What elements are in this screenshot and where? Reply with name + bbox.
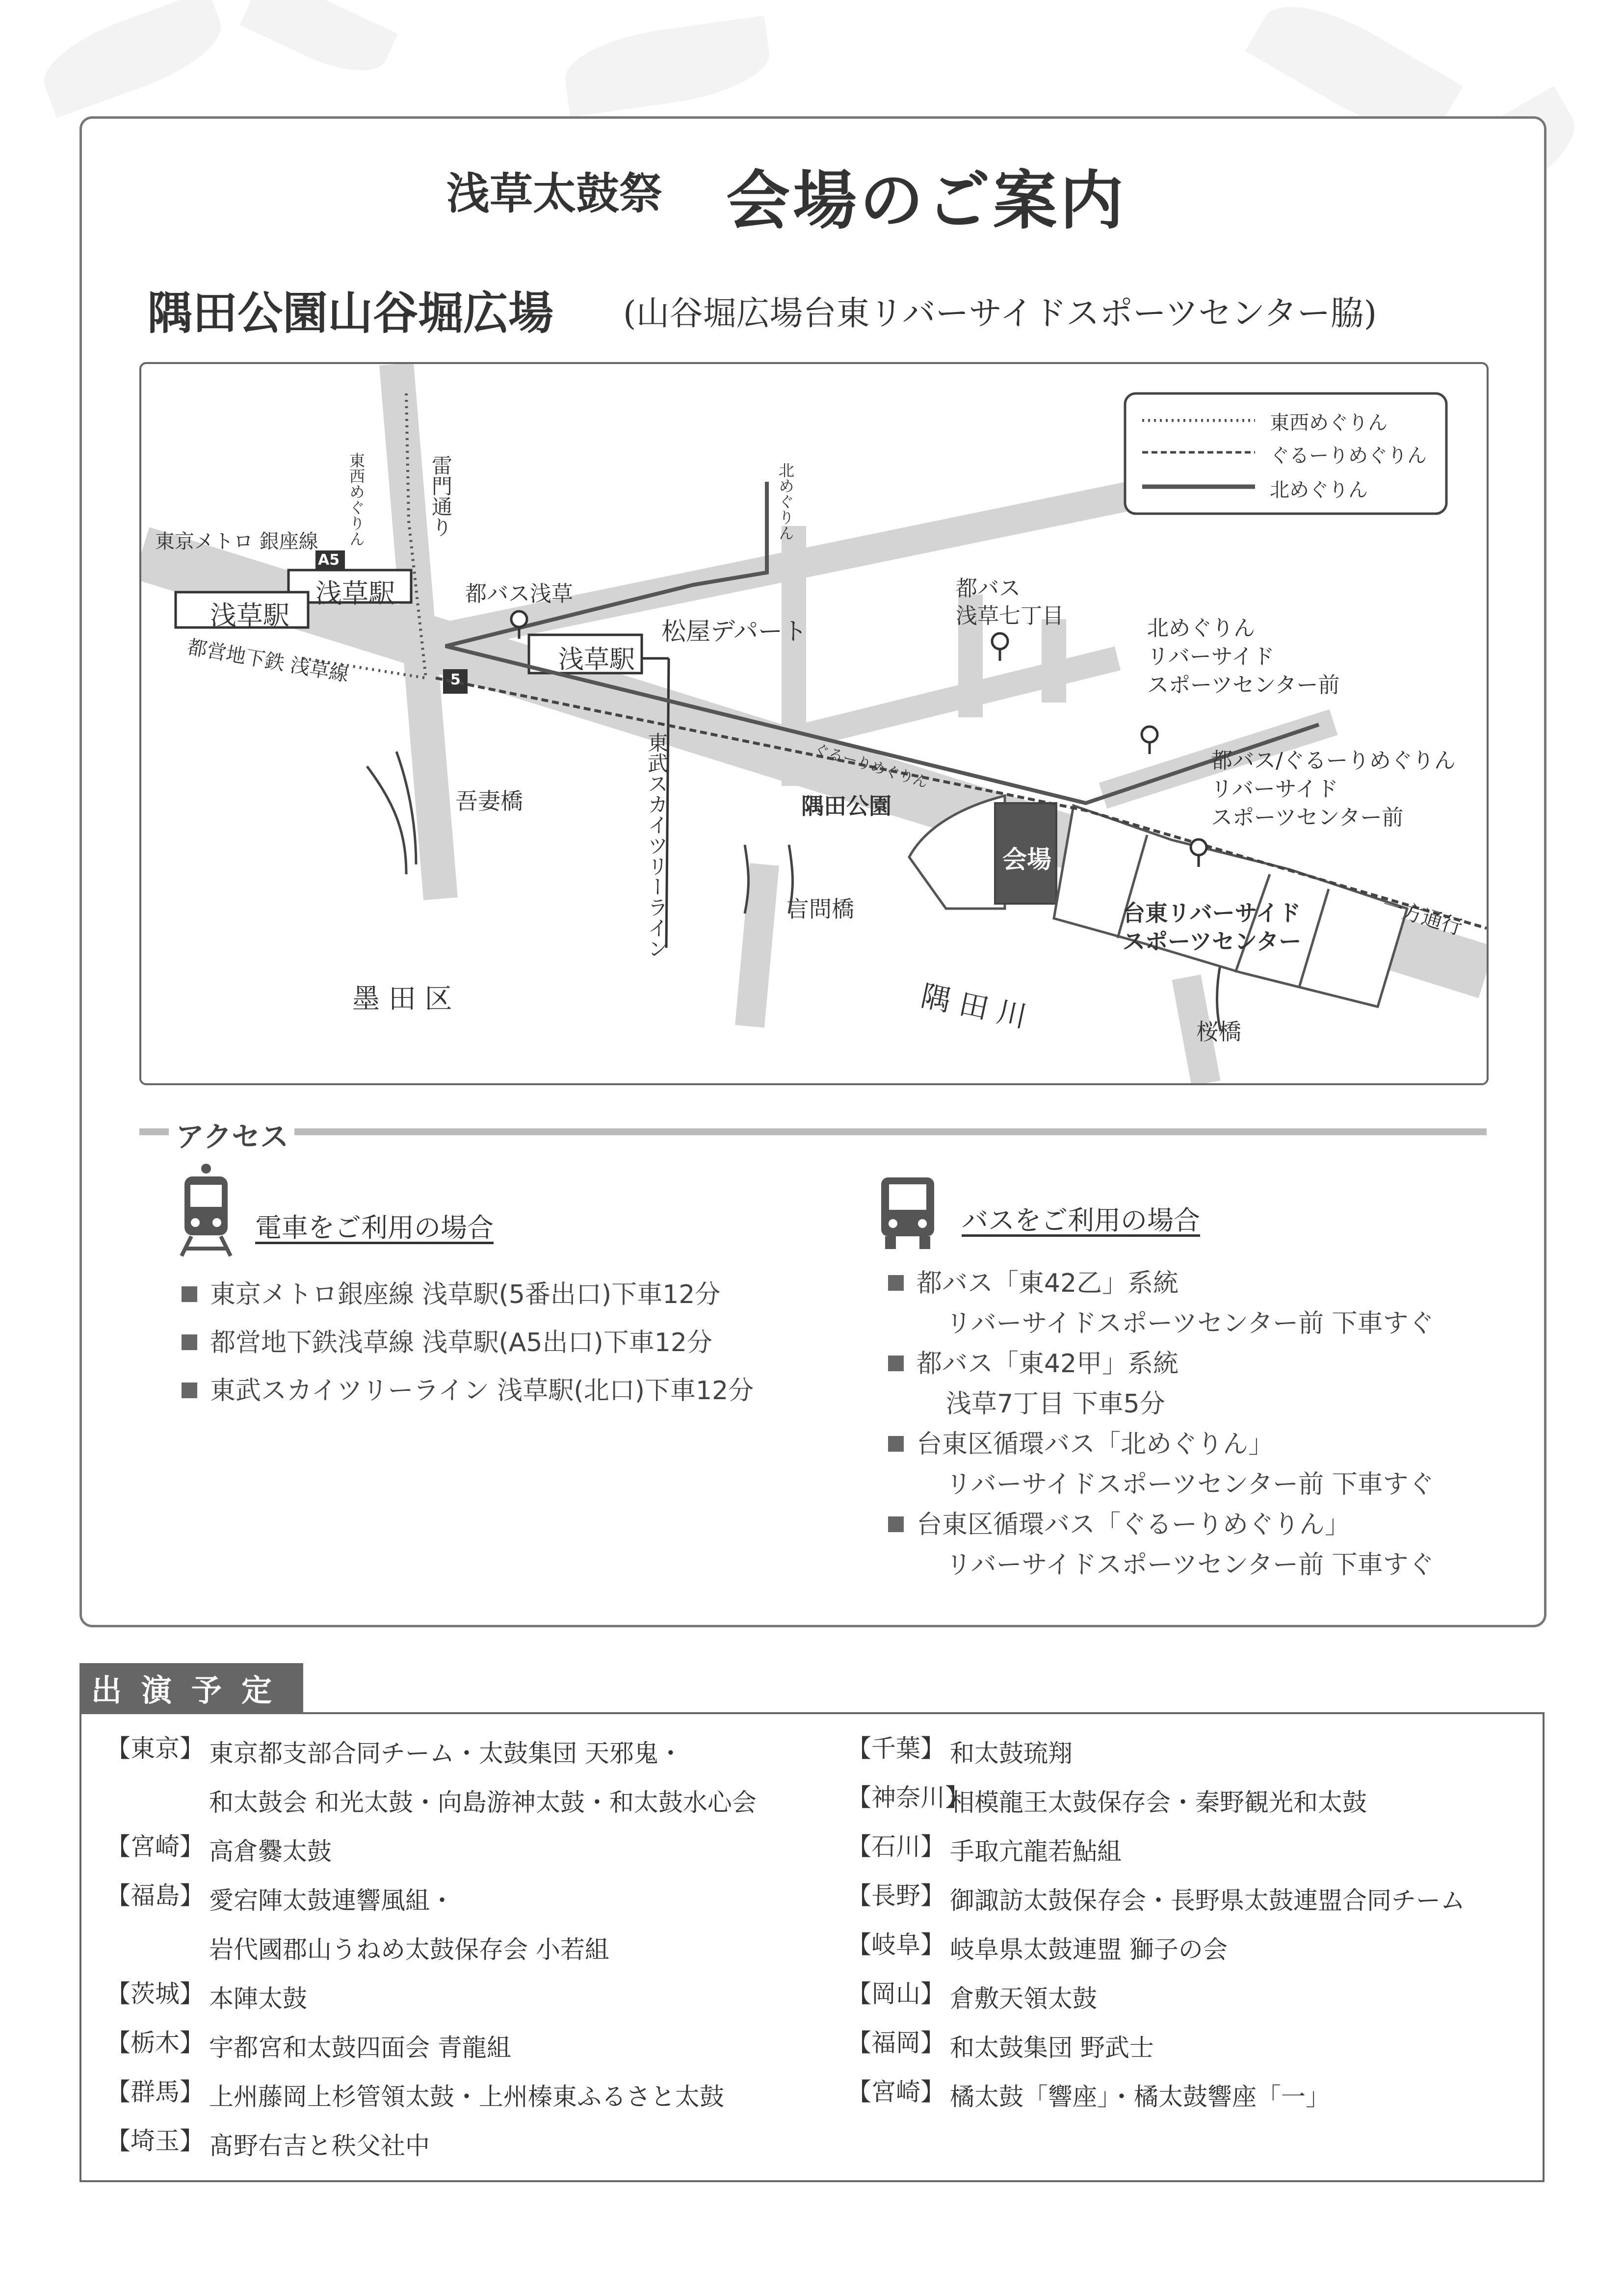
- street-mid-diagonal: [779, 658, 1118, 742]
- performer-entry: 【東京】 東京都支部合同チーム・太鼓集団 天邪鬼・ 和太鼓会 和光太鼓・向島游神太鼓・和太鼓水心会: [106, 1734, 757, 1817]
- performers-left-column: [106, 1729, 757, 2170]
- map-label-kita-megurin-stop: 北めぐりん リバーサイド スポーツセンター前: [1147, 616, 1340, 698]
- bullet-square: [888, 1275, 904, 1291]
- map-label-tobu-station: 浅草駅: [558, 645, 635, 675]
- performer-entry: 【埼玉】 髙野右吉と秩父社中: [106, 2127, 430, 2160]
- map-label-matsuya: 松屋デパート: [661, 617, 807, 646]
- map-label-sakurabashi: 桜橋: [1196, 1018, 1241, 1045]
- train-heading: 電車をご利用の場合: [255, 1212, 494, 1243]
- performer-entry: 【宮崎】 高倉爨太鼓: [106, 1832, 332, 1866]
- legend-label-tozai: 東西めぐりん: [1270, 412, 1388, 434]
- background-leaf: [560, 16, 775, 117]
- access-map: [139, 362, 1489, 1085]
- bus-heading: バスをご利用の場合: [962, 1205, 1200, 1236]
- bullet-square: [888, 1516, 904, 1532]
- map-label-sports-center: 台東リバーサイド スポーツセンター: [1123, 900, 1302, 955]
- bullet-square: [182, 1334, 197, 1350]
- bullet-square: [888, 1356, 904, 1371]
- bus-item-line: 台東区循環バス「北めぐりん」: [888, 1424, 1434, 1464]
- map-label-toei-line: 都営地下鉄 浅草線: [185, 635, 351, 686]
- map-label-azumabashi: 吾妻橋: [455, 788, 523, 814]
- background-leaf: [33, 0, 232, 118]
- performer-entry: 【宮崎】 橘太鼓「響座」・橘太鼓響座「一」: [847, 2078, 1330, 2111]
- bus-stop-asakusa: [511, 611, 527, 627]
- bus-item-detail: リバーサイドスポーツセンター前 下車すぐ: [946, 1309, 1434, 1338]
- map-label-exit-a5: A5: [318, 551, 340, 569]
- map-label-gururi-road: ぐるーりめぐりん: [812, 740, 930, 792]
- map-label-asakusa-metro: 浅草駅: [315, 578, 395, 609]
- bus-item-line: 台東区循環バス「ぐるーりめぐりん」: [888, 1505, 1434, 1545]
- train-access-list: [182, 1271, 754, 1415]
- performer-entry: 【福島】 愛宕陣太鼓連響風組・ 岩代國郡山うねめ太鼓保存会 小若組: [106, 1881, 609, 1964]
- map-label-venue: 会場: [1002, 845, 1051, 874]
- bus-stop-kita-megurin: [1142, 727, 1157, 742]
- map-label-toei-bus-stop: 都バス/ぐるーりめぐりん リバーサイド スポーツセンター前: [1211, 748, 1456, 830]
- performer-entry: 【神奈川】相模龍王太鼓保存会・秦野観光和太鼓: [847, 1783, 1367, 1817]
- bus-icon: [878, 1173, 937, 1253]
- event-title: 浅草太鼓祭: [446, 168, 663, 219]
- train-item: 都営地下鉄浅草線 浅草駅(A5出口)下車12分: [182, 1319, 754, 1367]
- venue-heading: 会場のご案内: [726, 163, 1127, 238]
- map-label-toei-bus-asakusa: 都バス浅草: [465, 581, 573, 606]
- train-icon: [177, 1163, 236, 1263]
- venue-name: 隅田公園山谷堀広場: [147, 287, 554, 339]
- performers-box: [79, 1712, 1545, 2182]
- map-label-sumida-ku: 墨 田 区: [352, 983, 452, 1015]
- bullet-square: [182, 1286, 197, 1302]
- bus-access-list: [888, 1263, 1434, 1585]
- access-bar-left: [139, 1128, 169, 1135]
- performer-entry: 【茨城】 本陣太鼓: [106, 1980, 307, 2013]
- performer-entry: 【福岡】 和太鼓集団 野武士: [847, 2029, 1154, 2062]
- performer-entry: 【栃木】 宇都宮和太鼓四面会 青龍組: [106, 2029, 511, 2062]
- map-label-kototoibashi: 言問橋: [786, 896, 854, 922]
- map-label-kaminarimon: 雷門通り: [429, 455, 453, 537]
- venue-name-sub: (山谷堀広場台東リバーサイドスポーツセンター脇): [623, 294, 1377, 333]
- performer-entry: 【長野】 御諏訪太鼓保存会・長野県太鼓連盟合同チーム: [847, 1881, 1465, 1915]
- bus-item-detail: リバーサイドスポーツセンター前 下車すぐ: [946, 1550, 1434, 1580]
- bus-stop-sports-center: [1191, 839, 1206, 855]
- train-item: 東武スカイツリーライン 浅草駅(北口)下車12分: [182, 1367, 754, 1415]
- bullet-square: [182, 1383, 197, 1398]
- bus-item-line: 都バス「東42乙」系統: [888, 1263, 1434, 1304]
- background-leaf: [240, 0, 398, 87]
- map-label-metro-line: 東京メトロ 銀座線: [155, 530, 318, 553]
- bus-stop-7chome: [992, 633, 1008, 649]
- map-label-tozai-vertical: 東西めぐりん: [347, 452, 366, 547]
- bullet-square: [888, 1436, 904, 1452]
- performer-entry: 【岐阜】 岐阜県太鼓連盟 獅子の会: [847, 1931, 1228, 1964]
- performer-entry: 【石川】 手取亢龍若鮎組: [847, 1832, 1122, 1866]
- bus-item-detail: 浅草7丁目 下車5分: [946, 1389, 1165, 1419]
- map-label-sumida-river: 隅 田 川: [917, 978, 1030, 1035]
- street-kototoibashi: [750, 864, 764, 1026]
- map-label-asakusa-toei: 浅草駅: [210, 600, 289, 631]
- access-bar-right: [294, 1128, 1487, 1135]
- train-item: 東京メトロ銀座線 浅草駅(5番出口)下車12分: [182, 1271, 754, 1319]
- bus-item-detail: リバーサイドスポーツセンター前 下車すぐ: [946, 1470, 1434, 1499]
- performer-entry: 【群馬】 上州藤岡上杉管領太鼓・上州榛東ふるさと太鼓: [106, 2078, 724, 2111]
- map-label-kita-vertical: 北めぐりん: [776, 462, 795, 541]
- performer-entry: 【岡山】 倉敷天領太鼓: [847, 1980, 1097, 2013]
- performer-entry: 【千葉】 和太鼓琉翔: [847, 1734, 1073, 1768]
- bus-item-line: 都バス「東42甲」系統: [888, 1344, 1434, 1384]
- map-label-tobu-line: 東武スカイツリーライン: [645, 732, 669, 959]
- performers-right-column: [847, 1729, 1465, 2121]
- performers-title: 出演予定: [79, 1663, 303, 1712]
- map-label-exit-5: 5: [450, 671, 461, 688]
- map-label-toei-bus-7chome: 都バス 浅草七丁目: [956, 576, 1064, 628]
- access-section-label: アクセス: [176, 1120, 289, 1153]
- legend-label-kita: 北めぐりん: [1270, 479, 1368, 501]
- map-label-sumida-park: 隅田公園: [801, 793, 891, 819]
- legend-label-gururi: ぐるーりめぐりん: [1270, 444, 1427, 467]
- map-label-one-way: 一方通行: [1379, 892, 1466, 940]
